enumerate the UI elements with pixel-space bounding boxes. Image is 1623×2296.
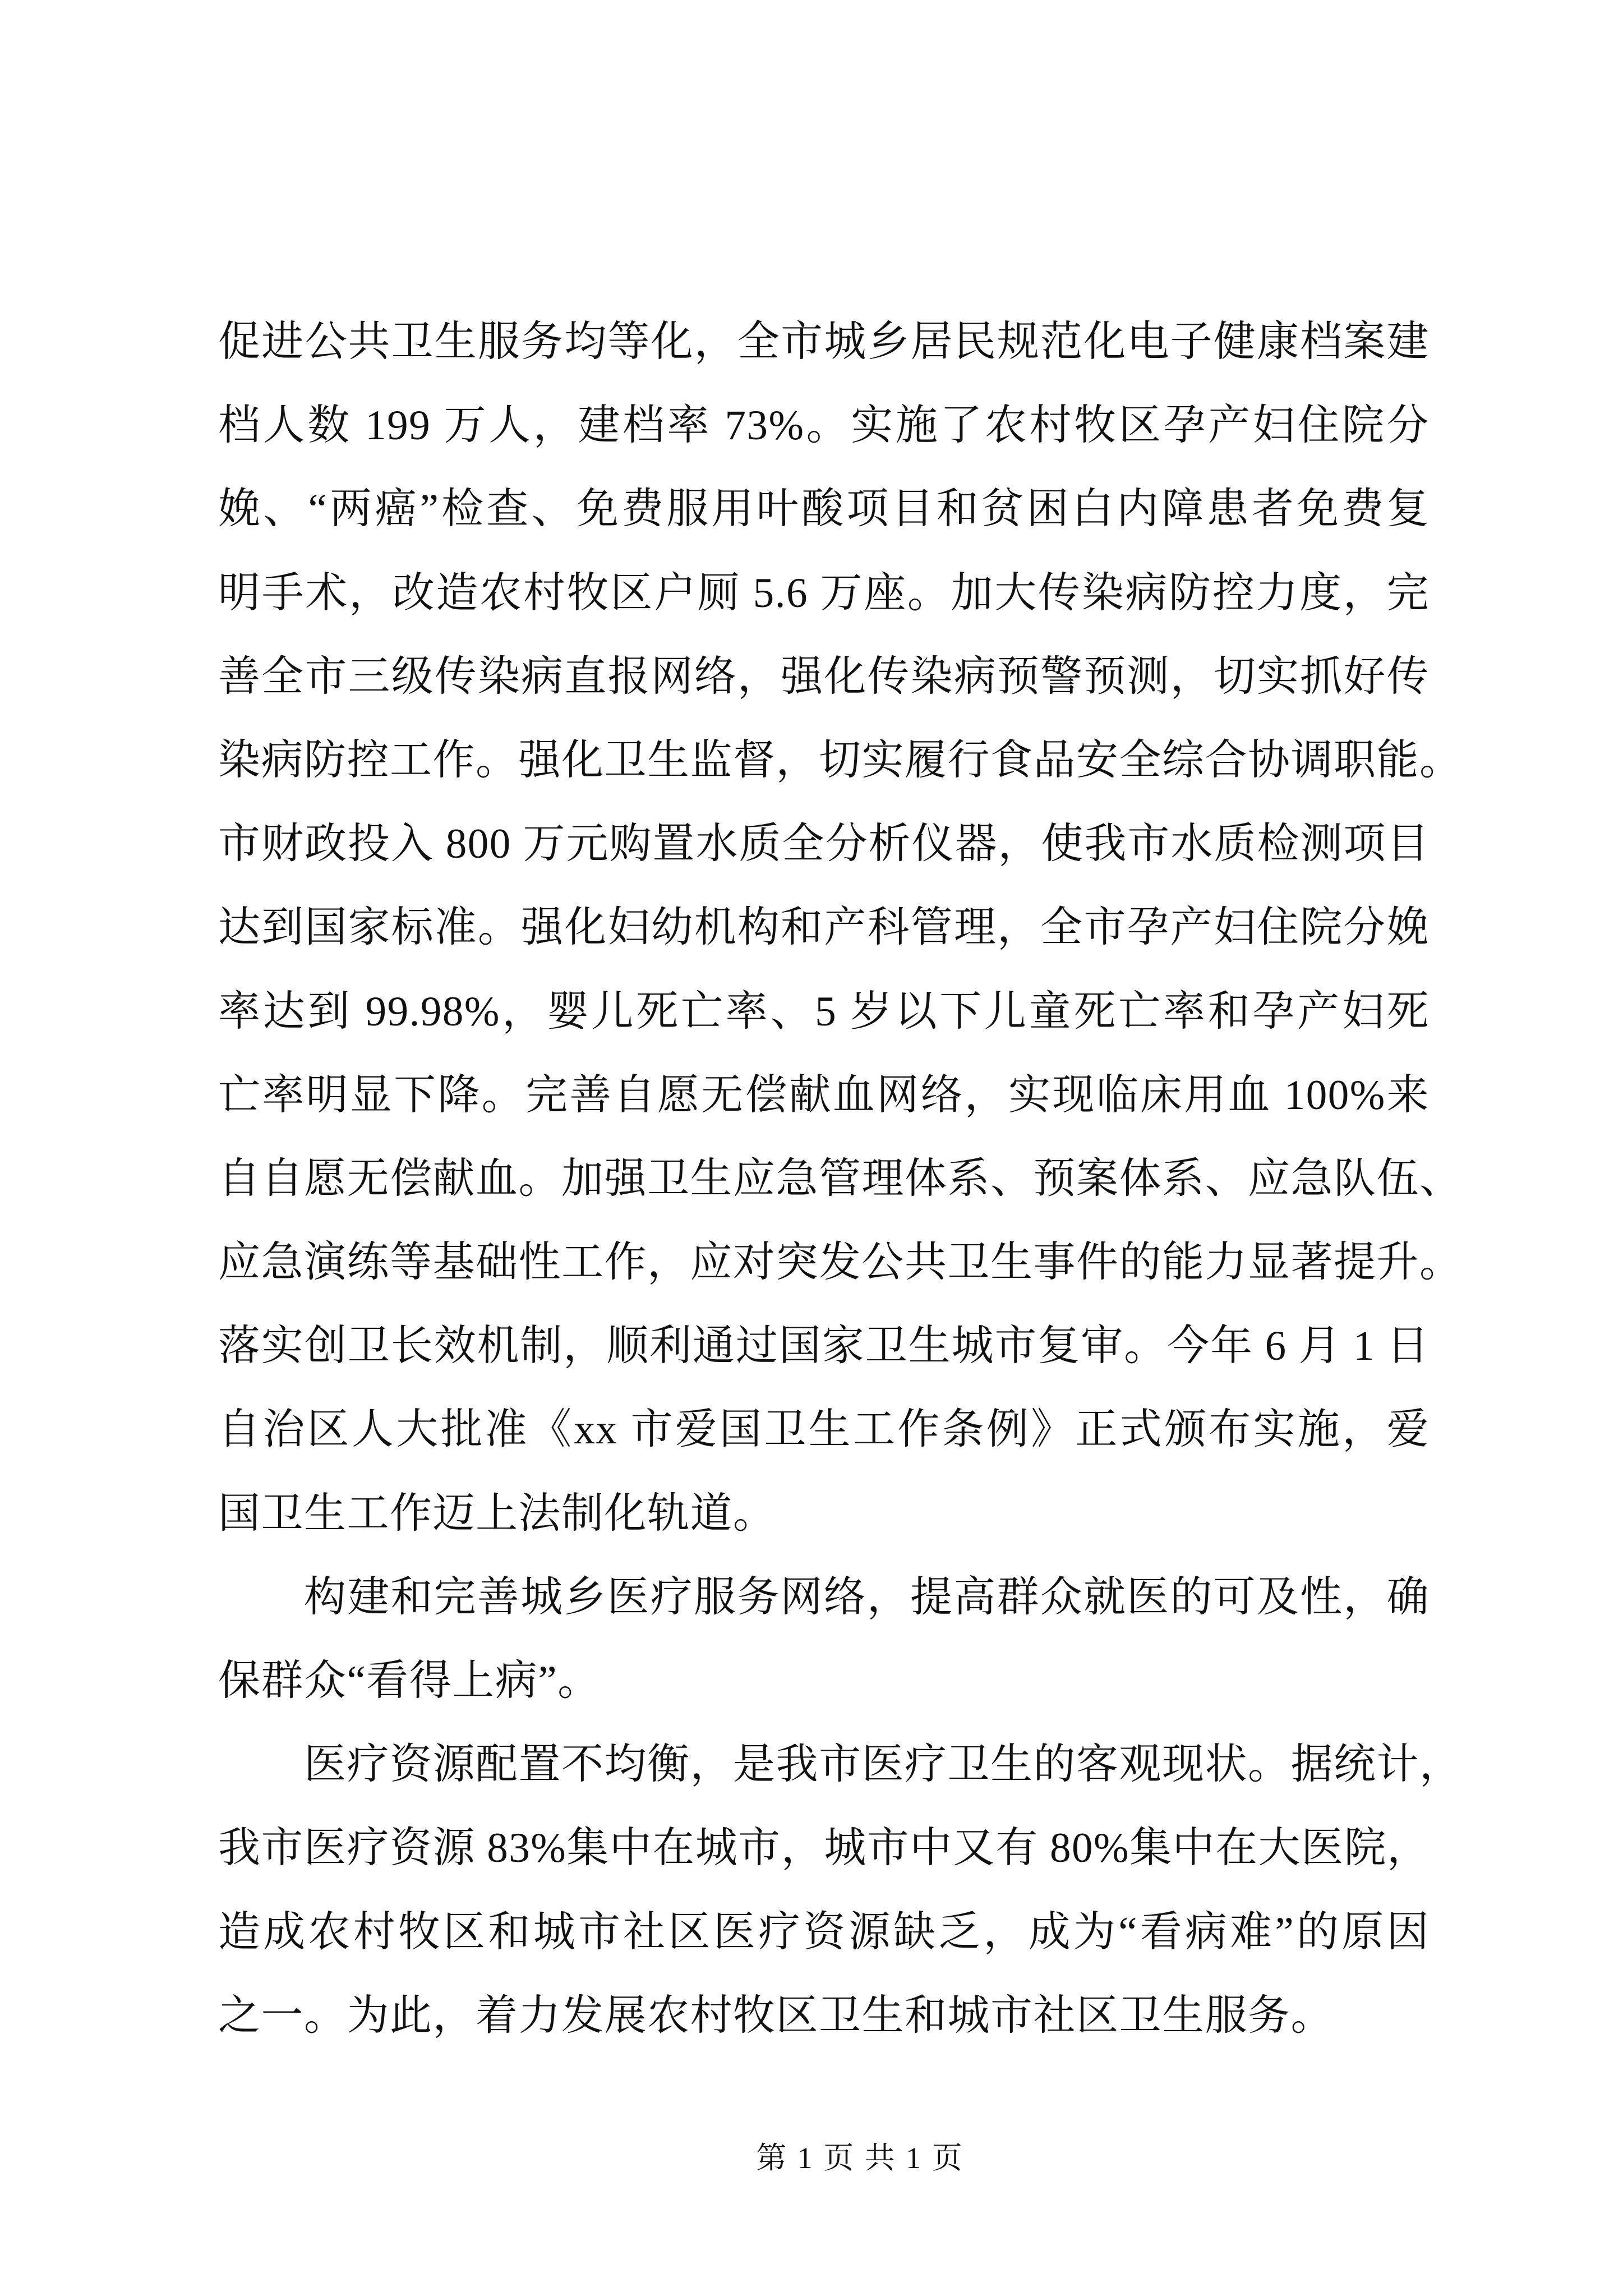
text-line: 染病防控工作。强化卫生监督，切实履行食品安全综合协调职能。 [218,737,1463,784]
text-line: 娩、“两癌”检查、免费服用叶酸项目和贫困白内障患者免费复 [218,486,1430,533]
text-line: 构建和完善城乡医疗服务网络，提高群众就医的可及性，确 [304,1573,1430,1621]
paragraph [218,1556,1430,1723]
text-line: 落实创卫长效机制，顺利通过国家卫生城市复审。今年 6 月 1 日 [218,1323,1430,1370]
text-line: 国卫生工作迈上法制化轨道。 [218,1490,776,1537]
body-text [218,300,1463,2058]
text-line: 促进公共卫生服务均等化，全市城乡居民规范化电子健康档案建 [218,319,1430,365]
text-line: 之一。为此，着力发展农村牧区卫生和城市社区卫生服务。 [218,1992,1334,2039]
text-line: 市财政投入 800 万元购置水质全分析仪器，使我市水质检测项目 [218,821,1430,868]
page-number-label: 第 1 页 共 1 页 [756,2141,962,2175]
text-line: 保群众“看得上病”。 [218,1658,601,1704]
paragraph [218,1723,1463,2058]
text-line: 自自愿无偿献血。加强卫生应急管理体系、预案体系、应急队伍、 [218,1155,1463,1202]
text-line: 医疗资源配置不均衡，是我市医疗卫生的客观现状。据统计， [304,1741,1463,1788]
text-line: 档人数 199 万人，建档率 73%。实施了农村牧区孕产妇住院分 [218,402,1430,449]
page-footer [691,2141,1027,2175]
text-line: 明手术，改造农村牧区户厕 5.6 万座。加大传染病防控力度，完 [218,569,1430,616]
text-line: 率达到 99.98%，婴儿死亡率、5 岁以下儿童死亡率和孕产妇死 [218,988,1430,1035]
text-line: 我市医疗资源 83%集中在城市，城市中又有 80%集中在大医院， [218,1825,1430,1872]
text-line: 达到国家标准。强化妇幼机构和产科管理，全市孕产妇住院分娩 [218,904,1430,951]
text-line: 应急演练等基础性工作，应对突发公共卫生事件的能力显著提升。 [218,1239,1463,1286]
text-line: 造成农村牧区和城市社区医疗资源缺乏，成为“看病难”的原因 [218,1908,1430,1955]
text-line: 自治区人大批准《xx 市爱国卫生工作条例》正式颁布实施，爱 [218,1406,1430,1453]
text-line: 亡率明显下降。完善自愿无偿献血网络，实现临床用血 100%来 [218,1071,1430,1119]
paragraph [218,300,1463,1556]
text-line: 善全市三级传染病直报网络，强化传染病预警预测，切实抓好传 [218,653,1430,700]
